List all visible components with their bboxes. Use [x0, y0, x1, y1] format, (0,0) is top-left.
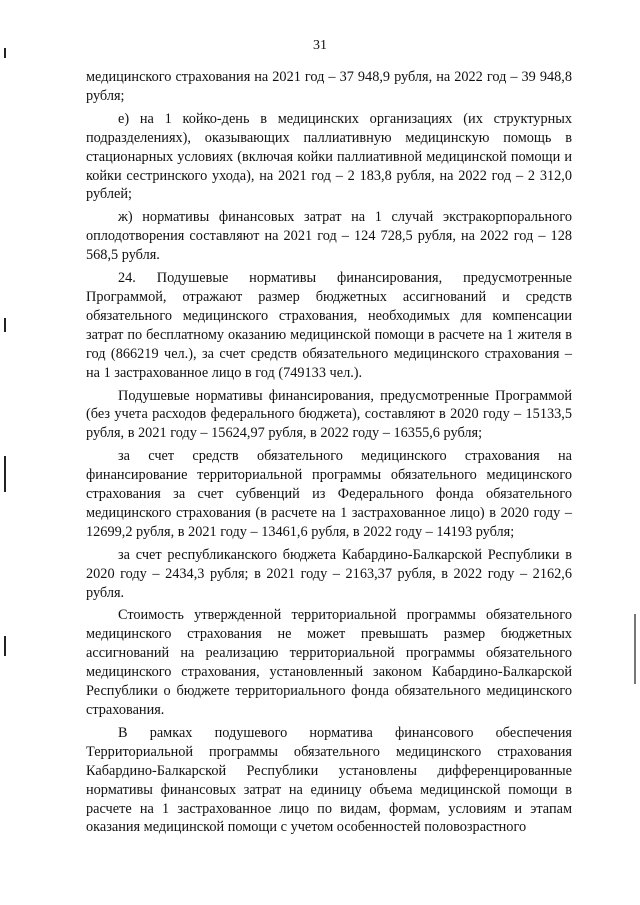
scan-mark-right-1	[634, 614, 636, 684]
paragraph-7: за счет республиканского бюджета Кабардино-Балкарской Республики в 2020 году – 2434,3 рубля; в 2021 году – 2163,37 рубля, в 2022 году – 2162,6 рубля.	[86, 546, 572, 601]
paragraph-5: Подушевые нормативы финансирования, предусмотренные Программой (без учета расходов федерального бюджета), составляют в 2020 году – 15133,5 рубля, в 2021 году – 15624,97 рубля, в 2022 году – 16355,6 рубля;	[86, 387, 572, 442]
paragraph-2: е) на 1 койко-день в медицинских организациях (их структурных подразделениях), оказывающих паллиативную медицинскую помощь в стационарных условиях (включая койки паллиативной медицинской помощи и койки сестринского ухода), на 2021 год – 2 183,8 рубля, на 2022 год – 2 312,0 рублей;	[86, 110, 572, 203]
paragraph-3: ж) нормативы финансовых затрат на 1 случай экстракорпорального оплодотворения составляют на 2021 год – 124 728,5 рубля, на 2022 год – 128 568,5 рубля.	[86, 209, 572, 264]
paragraph-1: медицинского страхования на 2021 год – 37 948,9 рубля, на 2022 год – 39 948,8 рубля;	[86, 69, 572, 104]
paragraph-8: Стоимость утвержденной территориальной программы обязательного медицинского страхования не может превышать размер бюджетных ассигнований на реализацию территориальной программы обязательного медицинского страхования, установленный законом Кабардино-Балкарской Республики о бюджете территориального фонда обязательного медицинского страхования.	[86, 607, 572, 718]
paragraph-9: В рамках подушевого норматива финансового обеспечения Территориальной программы обязательного медицинского страхования Кабардино-Балкарской Республики установлены дифференцированные нормативы финансовых затрат на единицу объема медицинской помощи в расчете на 1 застрахованное лицо по видам, формам, условиям и этапам оказания медицинской помощи с учетом особенностей половозрастного	[86, 724, 572, 836]
page-number: 31	[313, 38, 327, 53]
scan-mark-left-2	[4, 318, 6, 332]
scan-mark-left-3	[4, 456, 6, 492]
scan-mark-left-4	[4, 636, 6, 656]
paragraph-6: за счет средств обязательного медицинского страхования на финансирование территориальной программы обязательного медицинского страхования за счет субвенций из Федерального фонда обязательного медицинского страхования (в расчете на 1 застрахованное лицо) в 2020 году – 12699,2 рубля, в 2021 году – 13461,6 рубля, в 2022 году – 14193 рубля;	[86, 448, 572, 540]
document-body	[86, 68, 572, 841]
scan-mark-left-1	[4, 48, 6, 58]
paragraph-4: 24. Подушевые нормативы финансирования, предусмотренные Программой, отражают размер бюджетных ассигнований и средств обязательного медицинского страхования, необходимых для компенсации затрат по бесплатному оказанию медицинской помощи в расчете на 1 жителя в год (866219 чел.), за счет средств обязательного медицинского страхования – на 1 застрахованное лицо в год (749133 чел.).	[86, 270, 572, 381]
